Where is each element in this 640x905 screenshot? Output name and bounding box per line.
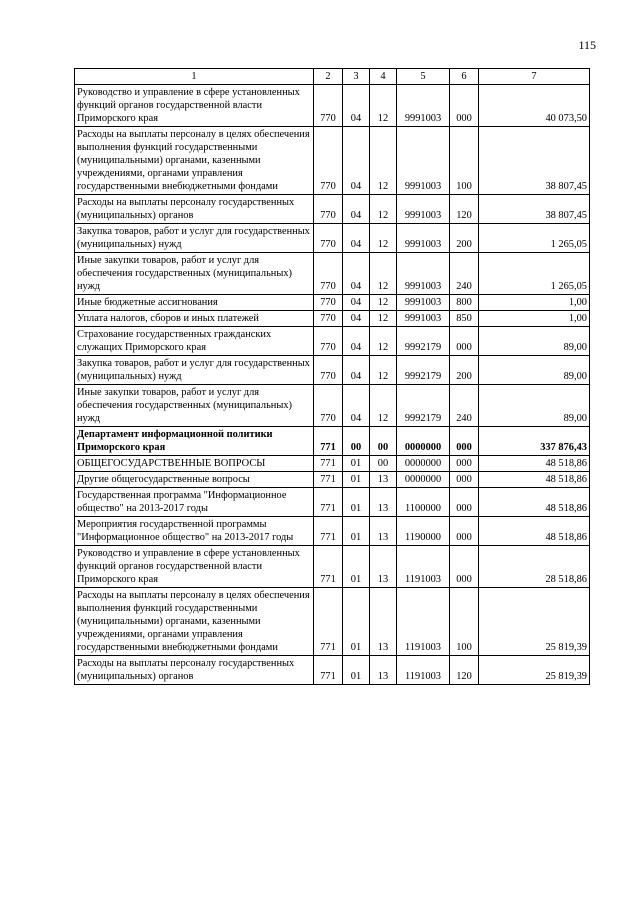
row-name-cell: Расходы на выплаты персоналу государственных (муниципальных) органов xyxy=(75,656,314,685)
row-subsection-cell: 12 xyxy=(370,327,397,356)
row-amount-cell: 1 265,05 xyxy=(479,224,590,253)
table-row xyxy=(75,85,590,127)
row-expense-type-cell: 200 xyxy=(450,224,479,253)
row-section-cell: 01 xyxy=(343,656,370,685)
row-admin-code-cell: 771 xyxy=(314,427,343,456)
row-expense-type-cell: 000 xyxy=(450,427,479,456)
table-row xyxy=(75,327,590,356)
row-amount-cell: 38 807,45 xyxy=(479,195,590,224)
row-section-cell: 04 xyxy=(343,127,370,195)
row-amount-cell: 1 265,05 xyxy=(479,253,590,295)
row-section-cell: 01 xyxy=(343,456,370,472)
row-amount-cell: 1,00 xyxy=(479,311,590,327)
table-row xyxy=(75,195,590,224)
row-subsection-cell: 13 xyxy=(370,588,397,656)
row-expense-type-cell: 800 xyxy=(450,295,479,311)
row-section-cell: 04 xyxy=(343,224,370,253)
table-row xyxy=(75,127,590,195)
row-expense-type-cell: 240 xyxy=(450,253,479,295)
row-name-cell: Иные закупки товаров, работ и услуг для обеспечения государственных (муниципальных) нужд xyxy=(75,385,314,427)
row-subsection-cell: 12 xyxy=(370,295,397,311)
row-target-article-cell: 9991003 xyxy=(397,295,450,311)
header-col-4: 4 xyxy=(370,69,397,85)
row-amount-cell: 337 876,43 xyxy=(479,427,590,456)
row-admin-code-cell: 771 xyxy=(314,517,343,546)
row-target-article-cell: 9991003 xyxy=(397,311,450,327)
row-target-article-cell: 9991003 xyxy=(397,127,450,195)
row-amount-cell: 40 073,50 xyxy=(479,85,590,127)
row-target-article-cell: 1100000 xyxy=(397,488,450,517)
row-admin-code-cell: 770 xyxy=(314,385,343,427)
row-subsection-cell: 12 xyxy=(370,253,397,295)
row-name-cell: Мероприятия государственной программы "Информационное общество" на 2013-2017 годы xyxy=(75,517,314,546)
row-subsection-cell: 12 xyxy=(370,195,397,224)
row-expense-type-cell: 000 xyxy=(450,85,479,127)
row-target-article-cell: 9991003 xyxy=(397,253,450,295)
row-amount-cell: 89,00 xyxy=(479,327,590,356)
row-subsection-cell: 12 xyxy=(370,311,397,327)
row-amount-cell: 38 807,45 xyxy=(479,127,590,195)
row-subsection-cell: 13 xyxy=(370,546,397,588)
table-row xyxy=(75,588,590,656)
table-row xyxy=(75,472,590,488)
budget-table xyxy=(74,68,590,685)
table-row xyxy=(75,311,590,327)
row-section-cell: 04 xyxy=(343,195,370,224)
row-target-article-cell: 0000000 xyxy=(397,456,450,472)
row-target-article-cell: 1190000 xyxy=(397,517,450,546)
row-amount-cell: 25 819,39 xyxy=(479,588,590,656)
row-amount-cell: 48 518,86 xyxy=(479,456,590,472)
row-name-cell: Уплата налогов, сборов и иных платежей xyxy=(75,311,314,327)
row-name-cell: ОБЩЕГОСУДАРСТВЕННЫЕ ВОПРОСЫ xyxy=(75,456,314,472)
row-section-cell: 01 xyxy=(343,546,370,588)
row-name-cell: Страхование государственных гражданских служащих Приморского края xyxy=(75,327,314,356)
row-subsection-cell: 00 xyxy=(370,456,397,472)
row-subsection-cell: 12 xyxy=(370,85,397,127)
row-target-article-cell: 1191003 xyxy=(397,588,450,656)
row-section-cell: 01 xyxy=(343,472,370,488)
row-name-cell: Расходы на выплаты персоналу государственных (муниципальных) органов xyxy=(75,195,314,224)
row-section-cell: 04 xyxy=(343,253,370,295)
header-col-2: 2 xyxy=(314,69,343,85)
row-expense-type-cell: 240 xyxy=(450,385,479,427)
table-row xyxy=(75,224,590,253)
row-target-article-cell: 9992179 xyxy=(397,356,450,385)
row-admin-code-cell: 770 xyxy=(314,253,343,295)
row-admin-code-cell: 771 xyxy=(314,488,343,517)
table-row xyxy=(75,456,590,472)
row-expense-type-cell: 100 xyxy=(450,588,479,656)
row-subsection-cell: 13 xyxy=(370,656,397,685)
row-name-cell: Иные бюджетные ассигнования xyxy=(75,295,314,311)
row-name-cell: Закупка товаров, работ и услуг для государственных (муниципальных) нужд xyxy=(75,356,314,385)
row-name-cell: Иные закупки товаров, работ и услуг для обеспечения государственных (муниципальных) нужд xyxy=(75,253,314,295)
row-expense-type-cell: 000 xyxy=(450,456,479,472)
page-number: 115 xyxy=(578,38,596,52)
row-admin-code-cell: 770 xyxy=(314,327,343,356)
row-target-article-cell: 1191003 xyxy=(397,546,450,588)
table-row xyxy=(75,546,590,588)
row-subsection-cell: 12 xyxy=(370,224,397,253)
row-amount-cell: 89,00 xyxy=(479,385,590,427)
row-name-cell: Расходы на выплаты персоналу в целях обеспечения выполнения функций государственными (муниципальными) органами, казенными учреждениями, органами управления государственными внебюджетными фондами xyxy=(75,127,314,195)
row-admin-code-cell: 771 xyxy=(314,588,343,656)
table-row xyxy=(75,385,590,427)
row-admin-code-cell: 771 xyxy=(314,656,343,685)
row-admin-code-cell: 770 xyxy=(314,295,343,311)
header-col-3: 3 xyxy=(343,69,370,85)
row-target-article-cell: 9991003 xyxy=(397,224,450,253)
table-body xyxy=(75,85,590,685)
row-name-cell: Другие общегосударственные вопросы xyxy=(75,472,314,488)
row-subsection-cell: 00 xyxy=(370,427,397,456)
row-target-article-cell: 9991003 xyxy=(397,85,450,127)
table-row xyxy=(75,488,590,517)
row-name-cell: Расходы на выплаты персоналу в целях обеспечения выполнения функций государственными (муниципальными) органами, казенными учреждениями, органами управления государственными внебюджетными фондами xyxy=(75,588,314,656)
row-section-cell: 01 xyxy=(343,488,370,517)
row-admin-code-cell: 771 xyxy=(314,546,343,588)
row-expense-type-cell: 000 xyxy=(450,327,479,356)
row-name-cell: Департамент информационной политики Приморского края xyxy=(75,427,314,456)
row-section-cell: 04 xyxy=(343,327,370,356)
row-admin-code-cell: 770 xyxy=(314,85,343,127)
row-subsection-cell: 12 xyxy=(370,385,397,427)
row-admin-code-cell: 771 xyxy=(314,456,343,472)
row-section-cell: 01 xyxy=(343,588,370,656)
row-amount-cell: 25 819,39 xyxy=(479,656,590,685)
row-admin-code-cell: 770 xyxy=(314,195,343,224)
table-row xyxy=(75,517,590,546)
row-section-cell: 04 xyxy=(343,385,370,427)
row-amount-cell: 89,00 xyxy=(479,356,590,385)
row-admin-code-cell: 770 xyxy=(314,224,343,253)
row-name-cell: Руководство и управление в сфере установленных функций органов государственной власти Приморского края xyxy=(75,85,314,127)
header-col-1: 1 xyxy=(75,69,314,85)
table-row xyxy=(75,427,590,456)
row-expense-type-cell: 000 xyxy=(450,546,479,588)
row-amount-cell: 1,00 xyxy=(479,295,590,311)
row-section-cell: 04 xyxy=(343,356,370,385)
row-expense-type-cell: 000 xyxy=(450,472,479,488)
row-expense-type-cell: 850 xyxy=(450,311,479,327)
row-amount-cell: 48 518,86 xyxy=(479,517,590,546)
row-expense-type-cell: 200 xyxy=(450,356,479,385)
row-admin-code-cell: 770 xyxy=(314,356,343,385)
header-col-7: 7 xyxy=(479,69,590,85)
row-admin-code-cell: 770 xyxy=(314,127,343,195)
table-header-row xyxy=(75,69,590,85)
row-subsection-cell: 12 xyxy=(370,127,397,195)
row-section-cell: 04 xyxy=(343,85,370,127)
table-row xyxy=(75,356,590,385)
table-row xyxy=(75,295,590,311)
row-subsection-cell: 13 xyxy=(370,488,397,517)
row-name-cell: Руководство и управление в сфере установленных функций органов государственной власти Приморского края xyxy=(75,546,314,588)
row-subsection-cell: 12 xyxy=(370,356,397,385)
row-expense-type-cell: 000 xyxy=(450,488,479,517)
row-subsection-cell: 13 xyxy=(370,517,397,546)
row-amount-cell: 48 518,86 xyxy=(479,488,590,517)
table-row xyxy=(75,656,590,685)
row-target-article-cell: 1191003 xyxy=(397,656,450,685)
row-admin-code-cell: 771 xyxy=(314,472,343,488)
row-target-article-cell: 9992179 xyxy=(397,385,450,427)
table-row xyxy=(75,253,590,295)
row-section-cell: 04 xyxy=(343,311,370,327)
row-section-cell: 04 xyxy=(343,295,370,311)
row-section-cell: 01 xyxy=(343,517,370,546)
row-expense-type-cell: 120 xyxy=(450,656,479,685)
row-expense-type-cell: 120 xyxy=(450,195,479,224)
row-target-article-cell: 0000000 xyxy=(397,472,450,488)
row-amount-cell: 28 518,86 xyxy=(479,546,590,588)
row-subsection-cell: 13 xyxy=(370,472,397,488)
row-target-article-cell: 9992179 xyxy=(397,327,450,356)
row-expense-type-cell: 000 xyxy=(450,517,479,546)
row-name-cell: Закупка товаров, работ и услуг для государственных (муниципальных) нужд xyxy=(75,224,314,253)
row-amount-cell: 48 518,86 xyxy=(479,472,590,488)
row-admin-code-cell: 770 xyxy=(314,311,343,327)
row-name-cell: Государственная программа "Информационное общество" на 2013-2017 годы xyxy=(75,488,314,517)
row-target-article-cell: 0000000 xyxy=(397,427,450,456)
row-expense-type-cell: 100 xyxy=(450,127,479,195)
row-section-cell: 00 xyxy=(343,427,370,456)
row-target-article-cell: 9991003 xyxy=(397,195,450,224)
header-col-5: 5 xyxy=(397,69,450,85)
header-col-6: 6 xyxy=(450,69,479,85)
